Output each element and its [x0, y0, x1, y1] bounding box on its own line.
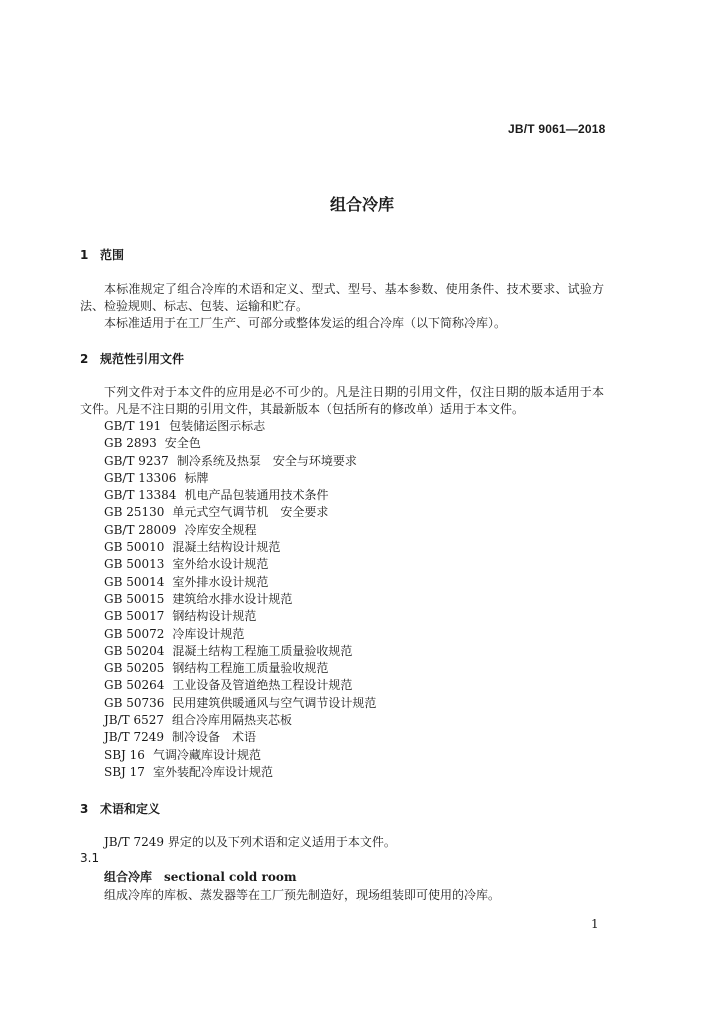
section-title: 范围 [100, 248, 125, 262]
reference-item [104, 418, 376, 435]
reference-title: 冷库设计规范 [172, 626, 245, 641]
reference-item [104, 643, 376, 660]
section-title: 规范性引用文件 [100, 352, 185, 366]
reference-code: GB 50072 [104, 626, 165, 641]
section-3-intro: JB/T 7249 界定的以及下列术语和定义适用于本文件。 [104, 835, 396, 849]
reference-code: SBJ 17 [104, 764, 145, 779]
reference-item [104, 712, 376, 729]
reference-title: 气调冷藏库设计规范 [152, 747, 261, 762]
reference-title: 室外给水设计规范 [172, 557, 269, 572]
reference-title: 室外装配冷库设计规范 [152, 764, 273, 779]
section-title: 术语和定义 [100, 802, 161, 816]
term-definition: 组成冷库的库板、蒸发器等在工厂预先制造好，现场组装即可使用的冷库。 [104, 888, 501, 902]
reference-title: 混凝土结构工程施工质量验收规范 [172, 643, 353, 658]
reference-title: 组合冷库用隔热夹芯板 [172, 713, 293, 728]
reference-code: SBJ 16 [104, 747, 145, 762]
section-number: 2 [80, 352, 89, 366]
reference-code: GB 50014 [104, 574, 165, 589]
section-2-intro: 下列文件对于本文件的应用是必不可少的。凡是注日期的引用文件，仅注日期的版本适用于本文件。凡是不注日期的引用文件，其最新版本（包括所有的修改单）适用于本文件。 [80, 385, 604, 416]
reference-title: 冷库安全规程 [184, 522, 257, 537]
standard-code: JB/T 9061—2018 [508, 122, 606, 136]
reference-code: GB 50205 [104, 661, 165, 676]
reference-code: GB 25130 [104, 505, 165, 520]
reference-code: GB 2893 [104, 436, 157, 451]
reference-item [104, 539, 376, 556]
reference-code: GB/T 191 [104, 419, 162, 433]
section-2-heading [80, 350, 184, 367]
section-1-heading [80, 246, 124, 263]
normative-references-list [104, 418, 376, 781]
reference-title: 民用建筑供暖通风与空气调节设计规范 [172, 695, 377, 710]
reference-item [104, 747, 376, 764]
section-1-paragraph-1: 本标准规定了组合冷库的术语和定义、型式、型号、基本参数、使用条件、技术要求、试验方法、检验规则、标志、包装、运输和贮存。 [80, 282, 604, 313]
reference-code: GB 50017 [104, 609, 165, 624]
reference-code: GB/T 13306 [104, 470, 177, 485]
subsection-number: 3.1 [80, 851, 100, 865]
reference-item [104, 435, 376, 452]
reference-title: 工业设备及管道绝热工程设计规范 [172, 678, 353, 693]
reference-code: GB 50264 [104, 678, 165, 693]
reference-code: GB 50204 [104, 643, 165, 658]
reference-title: 机电产品包装通用技术条件 [184, 488, 329, 503]
reference-title: 混凝土结构设计规范 [172, 540, 281, 555]
reference-title: 标牌 [184, 470, 209, 485]
reference-item [104, 626, 376, 643]
reference-item [104, 695, 376, 712]
reference-title: 室外排水设计规范 [172, 574, 269, 589]
reference-item [104, 487, 376, 504]
reference-title: 钢结构设计规范 [172, 609, 257, 624]
reference-title: 安全色 [164, 436, 201, 451]
reference-item [104, 729, 376, 746]
term-chinese: 组合冷库 [104, 870, 153, 884]
reference-item [104, 677, 376, 694]
reference-code: GB 50010 [104, 540, 165, 555]
reference-code: JB/T 7249 [104, 730, 165, 745]
reference-item [104, 591, 376, 608]
reference-code: GB 50015 [104, 591, 165, 606]
reference-title: 建筑给水排水设计规范 [172, 591, 293, 606]
reference-title: 包装储运图示标志 [169, 419, 266, 433]
reference-title: 制冷系统及热泵 安全与环境要求 [176, 453, 357, 468]
reference-item [104, 574, 376, 591]
reference-item [104, 764, 376, 781]
reference-title: 钢结构工程施工质量验收规范 [172, 661, 329, 676]
reference-item [104, 608, 376, 625]
section-number: 3 [80, 802, 89, 816]
document-title: 组合冷库 [329, 195, 394, 214]
reference-code: GB 50736 [104, 695, 165, 710]
term-english: sectional cold room [164, 870, 297, 884]
reference-title: 单元式空气调节机 安全要求 [172, 505, 329, 520]
reference-item [104, 660, 376, 677]
reference-item [104, 522, 376, 539]
reference-item [104, 470, 376, 487]
section-number: 1 [80, 248, 89, 262]
page-number: 1 [591, 917, 599, 931]
reference-code: GB/T 13384 [104, 488, 177, 503]
reference-item [104, 453, 376, 470]
reference-code: JB/T 6527 [104, 713, 165, 728]
reference-item [104, 504, 376, 521]
term-heading [104, 868, 297, 885]
reference-item [104, 556, 376, 573]
reference-title: 制冷设备 术语 [172, 730, 257, 745]
section-1-paragraph-2: 本标准适用于在工厂生产、可部分或整体发运的组合冷库（以下简称冷库）。 [104, 316, 507, 330]
section-3-heading [80, 800, 160, 817]
reference-code: GB/T 9237 [104, 453, 169, 468]
reference-code: GB/T 28009 [104, 522, 177, 537]
reference-code: GB 50013 [104, 557, 165, 572]
